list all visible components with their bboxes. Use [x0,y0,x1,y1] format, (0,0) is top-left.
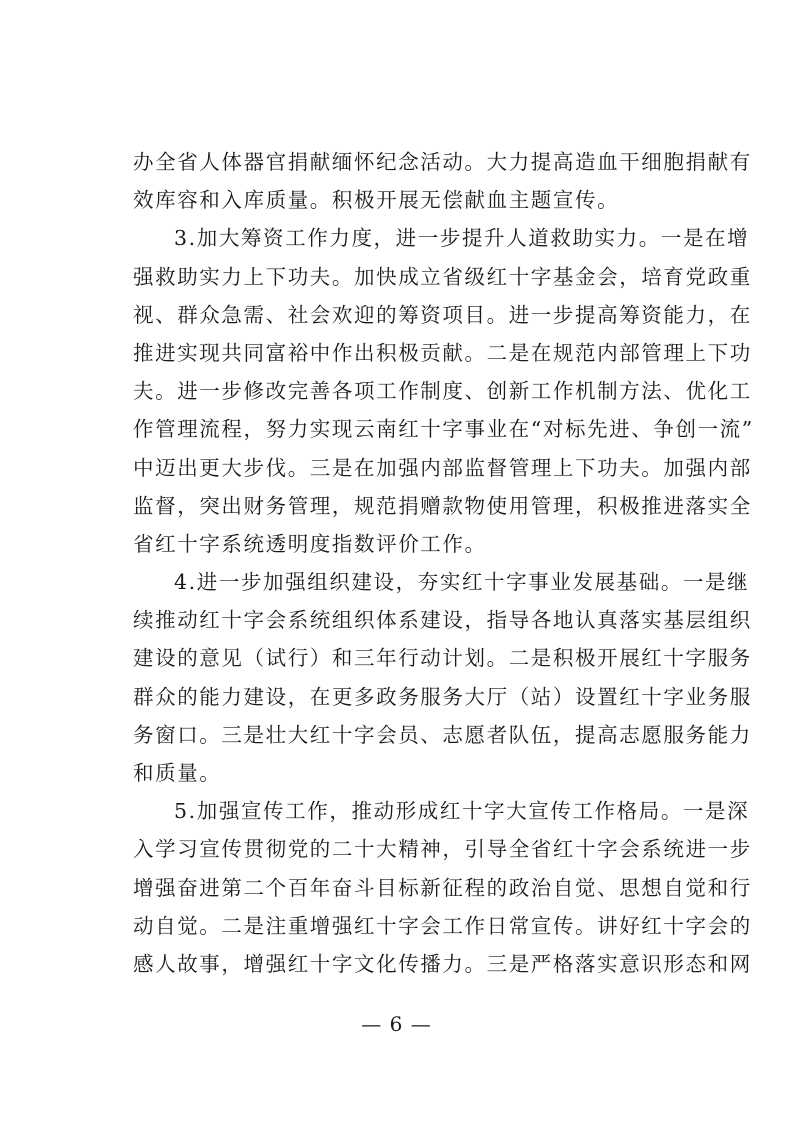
text-line: 强救助实力上下功夫。加快成立省级红十字基金会，培育党政重 [133,264,752,289]
text-line: 中迈出更大步伐。三是在加强内部监督管理上下功夫。加强内部 [133,455,752,480]
text-line: 作管理流程，努力实现云南红十字事业在“对标先进、争创一流” [133,417,754,442]
text-line: 和质量。 [133,761,222,785]
text-line: 监督，突出财务管理，规范捐赠款物使用管理，积极推进落实全 [133,493,752,518]
text-line: 动自觉。二是注重增强红十字会工作日常宣传。讲好红十字会的 [133,913,752,938]
text-line: 建设的意见（试行）和三年行动计划。二是积极开展红十字服务 [133,646,752,671]
text-line: 5.加强宣传工作，推动形成红十字大宣传工作格局。一是深 [174,799,750,824]
page-number: — 6 — [361,1012,432,1036]
text-line: 群众的能力建设，在更多政务服务大厅（站）设置红十字业务服 [133,684,752,709]
text-line: 务窗口。三是壮大红十字会员、志愿者队伍，提高志愿服务能力 [133,722,752,747]
text-line: 推进实现共同富裕中作出积极贡献。二是在规范内部管理上下功 [133,340,752,365]
text-line: 省红十字系统透明度指数评价工作。 [133,531,487,556]
text-line: 续推动红十字会系统组织体系建设，指导各地认真落实基层组织 [133,608,752,633]
text-line: 夫。进一步修改完善各项工作制度、创新工作机制方法、优化工 [133,379,752,404]
text-line: 效库容和入库质量。积极开展无偿献血主题宣传。 [133,188,620,213]
body-text [133,143,754,983]
text-line: 办全省人体器官捐献缅怀纪念活动。大力提高造血干细胞捐献有 [133,150,752,174]
text-line: 入学习宣传贯彻党的二十大精神，引导全省红十字会系统进一步 [133,837,752,862]
text-line: 视、群众急需、社会欢迎的筹资项目。进一步提高筹资能力，在 [133,302,752,327]
text-line: 4.进一步加强组织建设，夯实红十字事业发展基础。一是继 [174,570,750,595]
text-line: 感人故事，增强红十字文化传播力。三是严格落实意识形态和网 [133,951,752,976]
text-line: 3.加大筹资工作力度，进一步提升人道救助实力。一是在增 [174,226,750,251]
text-line: 增强奋进第二个百年奋斗目标新征程的政治自觉、思想自觉和行 [133,875,752,900]
